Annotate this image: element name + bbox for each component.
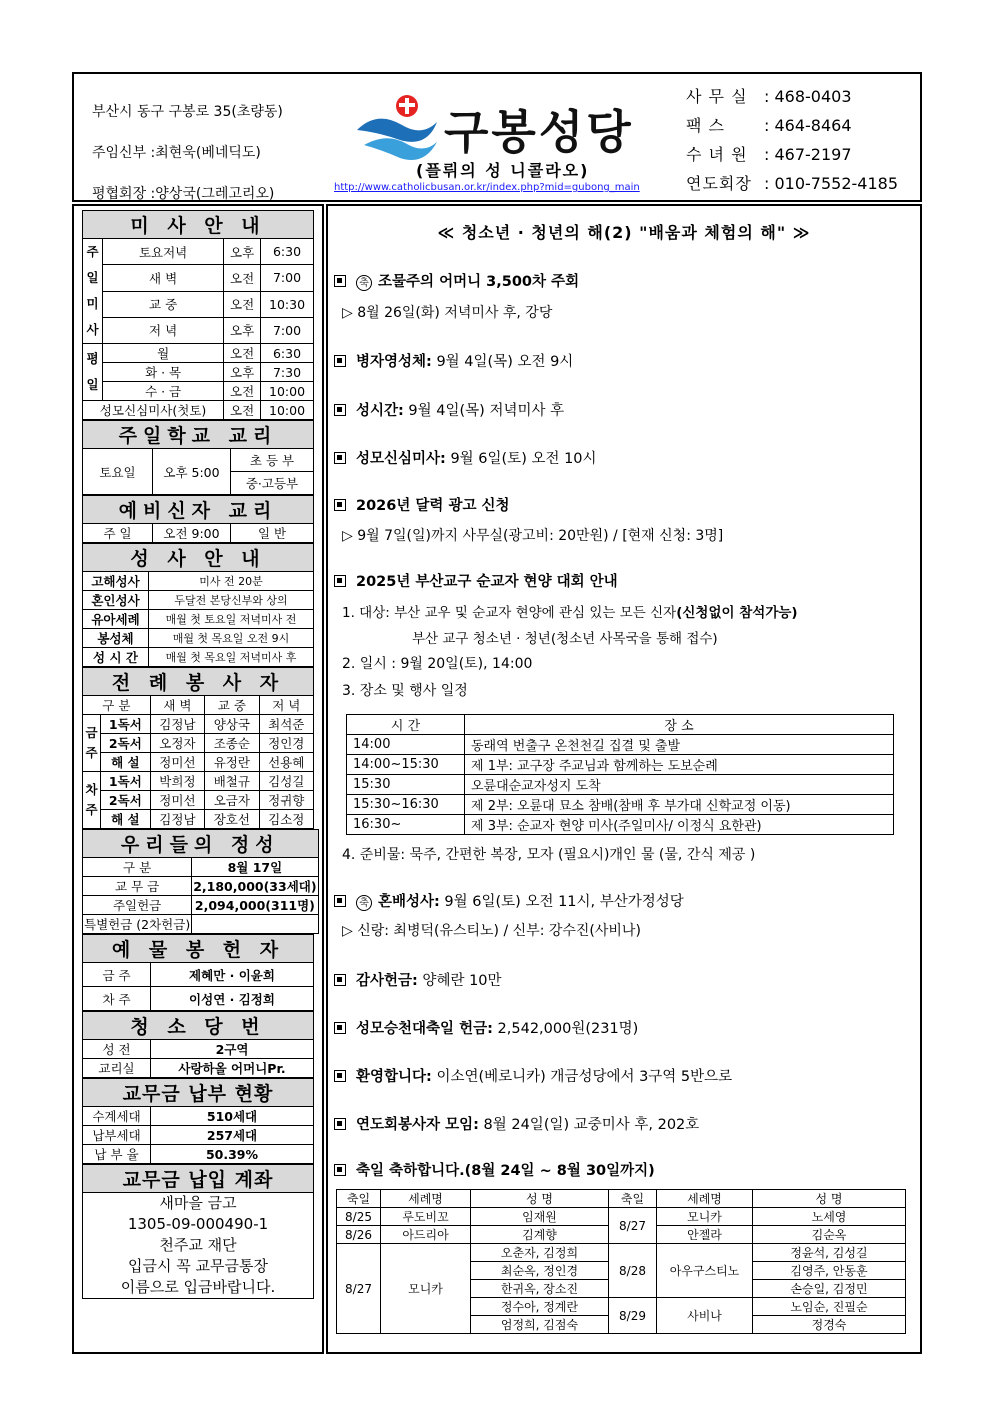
- server-role: 1독서: [101, 715, 151, 734]
- mass-time: 6:30: [261, 344, 314, 363]
- notice-calendar-detail: ▷ 9월 7일(일)까지 사무실(광고비: 20만원) / [현재 신청: 3명]: [342, 528, 724, 544]
- server-name: 김정남: [150, 715, 204, 734]
- server-role: 2독서: [101, 791, 151, 810]
- sunday-school-day: 토요일: [83, 449, 153, 495]
- notice-wedding-couple: ▷ 신랑: 최병덕(유스티노) / 신부: 강수진(사비나): [342, 923, 641, 939]
- feast-saint: 모니카: [657, 1208, 753, 1226]
- catechumen-table: [82, 495, 314, 543]
- donor-week: 금 주: [83, 963, 151, 987]
- feast-date: 8/27: [609, 1208, 657, 1244]
- servers-header: 저 녁: [259, 696, 313, 715]
- mass-name: 수 · 금: [103, 382, 224, 401]
- schedule-time: 16:30~: [347, 815, 465, 835]
- mass-time: 10:00: [261, 401, 314, 420]
- bullet-square-icon: [334, 974, 346, 986]
- bullet-square-icon: [334, 499, 346, 511]
- feast-date: 8/27: [337, 1244, 381, 1334]
- bullet-square-icon: [334, 355, 346, 367]
- mass-ampm: 오전: [224, 382, 261, 401]
- feast-date: 8/25: [337, 1208, 381, 1226]
- congrats-circle-icon: 축: [356, 895, 372, 911]
- mass-name: 토요저녁: [103, 239, 224, 265]
- special-offering-value: [192, 915, 318, 934]
- mass-name: 화 · 목: [103, 363, 224, 382]
- mass-time: 7:00: [261, 317, 314, 343]
- catechumen-day: 주 일: [83, 524, 153, 543]
- servers-title: 전 례 봉 사 자: [83, 668, 314, 696]
- server-name: 김정남: [150, 810, 204, 829]
- sidebar: [72, 204, 324, 1354]
- notice-wedding: 축 혼배성사: 9월 6일(토) 오전 11시, 부산가정성당: [334, 890, 684, 911]
- contact-fax: 팩 스 : 464-8464: [686, 116, 852, 135]
- server-name: 양상국: [205, 715, 259, 734]
- mass-time: 7:00: [261, 265, 314, 291]
- notice-feast-days: 축일 축하합니다.(8월 24일 ~ 8월 30일까지): [334, 1159, 655, 1180]
- donors-table: [82, 934, 314, 1011]
- dues-name: 수계세대: [83, 1107, 151, 1126]
- offering-name: 주일헌금: [83, 896, 192, 915]
- cleaning-place: 성 전: [83, 1040, 151, 1059]
- council-president: 평협회장 :양상국(그레고리오): [92, 186, 275, 202]
- schedule-place: 제 1부: 교구장 주교님과 함께하는 도보순례: [465, 755, 894, 775]
- parish-logo: [334, 82, 676, 200]
- feast-saint: 아드리아: [381, 1226, 471, 1244]
- sunday-mass-label: 주일미사: [83, 239, 103, 344]
- account-title: 교무금 납입 계좌: [83, 1165, 314, 1193]
- mass-schedule-table: [82, 210, 314, 420]
- servers-week: 차주: [83, 772, 101, 829]
- schedule-time: 14:00: [347, 735, 465, 755]
- mass-time: 10:30: [261, 291, 314, 317]
- bullet-square-icon: [334, 1118, 346, 1130]
- schedule-header: 시 간: [347, 715, 465, 735]
- cleaning-place: 교리실: [83, 1059, 151, 1078]
- feast-saint: 사비나: [657, 1298, 753, 1334]
- feast-names: 정윤석, 김성길: [753, 1244, 906, 1262]
- server-name: 김성길: [259, 772, 313, 791]
- feast-header: 세례명: [657, 1190, 753, 1208]
- bullet-square-icon: [334, 1164, 346, 1176]
- parish-info: [92, 92, 283, 215]
- offering-value: 2,094,000(311명): [192, 896, 318, 915]
- server-name: 장호선: [205, 810, 259, 829]
- cleaning-group: 2구역: [151, 1040, 314, 1059]
- sacraments-table: [82, 543, 314, 667]
- feast-names: 김영주, 안동훈: [753, 1262, 906, 1280]
- server-name: 최석준: [259, 715, 313, 734]
- sacrament-name: 유아세례: [83, 610, 149, 629]
- server-name: 선용혜: [259, 753, 313, 772]
- server-role: 2독서: [101, 734, 151, 753]
- address: 부산시 동구 구봉로 35(초량동): [92, 104, 283, 120]
- sunday-school-group: 초 등 부: [231, 449, 314, 472]
- martyr-supplies: 4. 준비물: 묵주, 간편한 복장, 모자 (필요시)개인 물 (물, 간식 제공 ): [342, 847, 756, 863]
- bullet-square-icon: [334, 1022, 346, 1034]
- mass-name: 월: [103, 344, 224, 363]
- sacrament-desc: 미사 전 20분: [149, 572, 314, 591]
- feast-names: 김계향: [471, 1226, 609, 1244]
- feast-names: 노임순, 진필순: [753, 1298, 906, 1316]
- account-note: 이름으로 입금바랍니다.: [120, 1278, 276, 1296]
- notice-holy-hour: 성시간: 9월 4일(목) 저녁미사 후: [334, 399, 564, 420]
- catechumen-title: 예비신자 교리: [83, 496, 314, 524]
- martyr-target-youth: 부산 교구 청소년 · 청년(청소년 사목국을 통해 접수): [412, 631, 718, 647]
- server-role: 해 설: [101, 810, 151, 829]
- feast-date: 8/28: [609, 1244, 657, 1298]
- notice-calendar-ad: 2026년 달력 광고 신청: [334, 494, 510, 515]
- feast-date: 8/29: [609, 1298, 657, 1334]
- feast-names: 정수아, 정계란: [471, 1298, 609, 1316]
- schedule-place: 오륜대순교자성지 도착: [465, 775, 894, 795]
- schedule-place: 동래역 번출구 온천천길 집결 및 출발: [465, 735, 894, 755]
- contact-office: 사 무 실 : 468-0403: [686, 87, 852, 106]
- feast-names: 최순옥, 정인경: [471, 1262, 609, 1280]
- mass-ampm: 오전: [224, 344, 261, 363]
- bullet-square-icon: [334, 575, 346, 587]
- bullet-square-icon: [334, 895, 346, 907]
- feast-header: 축일: [609, 1190, 657, 1208]
- special-offering-label: 특별헌금 (2차헌금): [83, 915, 192, 934]
- contact-yeondo: 연도회장 : 010-7552-4185: [686, 174, 898, 193]
- notice-sick-communion: 병자영성체: 9월 4일(목) 오전 9시: [334, 350, 573, 371]
- feast-names: 한귀옥, 장소진: [471, 1280, 609, 1298]
- donor-names: 이성연 · 김정희: [151, 987, 314, 1011]
- sunday-school-time: 오후 5:00: [153, 449, 231, 495]
- schedule-header: 장 소: [465, 715, 894, 735]
- website-link[interactable]: http://www.catholicbusan.or.kr/index.php?mid=gubong_main: [334, 182, 640, 193]
- contact-convent: 수 녀 원 : 467-2197: [686, 145, 852, 164]
- mass-time: 10:00: [261, 382, 314, 401]
- parish-name: 구봉성당: [444, 105, 634, 159]
- header: [72, 72, 922, 202]
- patron-saint: (플뤼의 성 니콜라오): [416, 161, 590, 180]
- server-name: 정미선: [150, 791, 204, 810]
- feast-saint: 루도비꼬: [381, 1208, 471, 1226]
- servers-week: 금주: [83, 715, 101, 772]
- dues-value: 50.39%: [151, 1145, 314, 1164]
- offerings-header: 구 분: [83, 858, 192, 877]
- pastor: 주임신부 :최현욱(베네딕도): [92, 145, 261, 161]
- sunday-school-title: 주일학교 교리: [83, 421, 314, 449]
- martyr-target: 1. 대상: 부산 교우 및 순교자 현양에 관심 있는 모든 신자(신청없이 참석가능): [342, 605, 798, 621]
- sacrament-desc: 매월 첫 목요일 저녁미사 후: [149, 648, 314, 667]
- sacrament-name: 성 시 간: [83, 648, 149, 667]
- feast-saint: 모니카: [381, 1244, 471, 1334]
- feast-saint: 아우구스티노: [657, 1244, 753, 1298]
- schedule-time: 15:30: [347, 775, 465, 795]
- account-bank: 새마을 금고: [159, 1194, 237, 1212]
- sacrament-desc: 매월 첫 토요일 저녁미사 전: [149, 610, 314, 629]
- servers-header: 새 벽: [150, 696, 204, 715]
- contact-list: [686, 82, 898, 198]
- feast-saint: 안젤라: [657, 1226, 753, 1244]
- mass-ampm: 오전: [224, 291, 261, 317]
- offering-value: 2,180,000(33세대): [192, 877, 318, 896]
- sacrament-name: 봉성체: [83, 629, 149, 648]
- cleaning-title: 청 소 당 번: [83, 1012, 314, 1040]
- offerings-date: 8월 17일: [192, 858, 318, 877]
- martyr-schedule-label: 3. 장소 및 행사 일정: [342, 683, 468, 699]
- offering-name: 교 무 금: [83, 877, 192, 896]
- sunday-school-table: [82, 420, 314, 495]
- catechumen-time: 오전 9:00: [153, 524, 231, 543]
- offerings-title: 우리들의 정성: [83, 830, 319, 858]
- dues-name: 납 부 율: [83, 1145, 151, 1164]
- donors-title: 예 물 봉 헌 자: [83, 935, 314, 963]
- server-name: 정귀향: [259, 791, 313, 810]
- servers-header: 구 분: [83, 696, 151, 715]
- feast-names: 엄정희, 김점숙: [471, 1316, 609, 1334]
- sacrament-desc: 두달전 본당신부와 상의: [149, 591, 314, 610]
- mass-ampm: 오전: [224, 401, 261, 420]
- feast-days-table: [336, 1189, 906, 1334]
- server-name: 조종순: [205, 734, 259, 753]
- server-name: 오금자: [205, 791, 259, 810]
- notice-assumption-offering: 성모승천대축일 헌금: 2,542,000원(231명): [334, 1017, 638, 1038]
- server-role: 해 설: [101, 753, 151, 772]
- congrats-circle-icon: 축: [356, 275, 372, 291]
- schedule-time: 14:00~15:30: [347, 755, 465, 775]
- sacrament-desc: 매월 첫 목요일 오전 9시: [149, 629, 314, 648]
- main-content: [326, 204, 922, 1354]
- catechumen-group: 일 반: [231, 524, 314, 543]
- schedule-time: 15:30~16:30: [347, 795, 465, 815]
- server-name: 박희정: [150, 772, 204, 791]
- mass-name: 새 벽: [103, 265, 224, 291]
- mass-title: 미 사 안 내: [83, 211, 314, 239]
- special-mass-name: 성모신심미사(첫토): [83, 401, 224, 420]
- server-name: 오정자: [150, 734, 204, 753]
- account-table: [82, 1164, 314, 1299]
- servers-header: 교 중: [205, 696, 259, 715]
- notice-pilgrimage: 축 조물주의 어머니 3,500차 주회: [334, 270, 579, 291]
- martyr-datetime: 2. 일시 : 9월 20일(토), 14:00: [342, 656, 533, 672]
- feast-names: 오춘자, 김정희: [471, 1244, 609, 1262]
- feast-header: 축일: [337, 1190, 381, 1208]
- server-name: 정인경: [259, 734, 313, 753]
- feast-names: 임재원: [471, 1208, 609, 1226]
- weekday-mass-label: 평일: [83, 344, 103, 401]
- bullet-square-icon: [334, 275, 346, 287]
- schedule-place: 제 2부: 오륜대 묘소 참배(참배 후 부가대 신학교정 이동): [465, 795, 894, 815]
- cleaning-group: 사랑하올 어머니Pr.: [151, 1059, 314, 1078]
- bullet-square-icon: [334, 404, 346, 416]
- feast-names: 손승일, 김정민: [753, 1280, 906, 1298]
- dues-status-table: [82, 1078, 314, 1164]
- dues-value: 510세대: [151, 1107, 314, 1126]
- mass-ampm: 오후: [224, 239, 261, 265]
- sacraments-title: 성 사 안 내: [83, 544, 314, 572]
- server-name: 유정란: [205, 753, 259, 772]
- mass-ampm: 오전: [224, 265, 261, 291]
- notice-welcome: 환영합니다: 이소연(베로니카) 개금성당에서 3구역 5반으로: [334, 1065, 732, 1086]
- year-theme-title: ≪ 청소년 · 청년의 해(2) "배움과 체험의 해" ≫: [437, 223, 811, 242]
- mass-time: 7:30: [261, 363, 314, 382]
- account-info: [83, 1193, 314, 1299]
- feast-names: 정경숙: [753, 1316, 906, 1334]
- account-note: 입금시 꼭 교무금통장: [128, 1257, 268, 1275]
- server-name: 김소정: [259, 810, 313, 829]
- liturgy-servers-table: [82, 667, 314, 829]
- sacrament-name: 혼인성사: [83, 591, 149, 610]
- dues-name: 납부세대: [83, 1126, 151, 1145]
- notice-martyr-event: 2025년 부산교구 순교자 현양 대회 안내: [334, 570, 618, 591]
- notice-thanks-offering: 감사헌금: 양혜란 10만: [334, 969, 502, 990]
- sunday-school-group: 중·고등부: [231, 472, 314, 495]
- server-name: 정미선: [150, 753, 204, 772]
- account-number: 1305-09-000490-1: [127, 1215, 269, 1233]
- notice-marian-mass: 성모신심미사: 9월 6일(토) 오전 10시: [334, 447, 597, 468]
- dues-value: 257세대: [151, 1126, 314, 1145]
- dues-status-title: 교무금 납부 현황: [83, 1079, 314, 1107]
- donor-week: 차 주: [83, 987, 151, 1011]
- mass-ampm: 오후: [224, 317, 261, 343]
- martyr-schedule-table: [346, 714, 894, 835]
- bullet-square-icon: [334, 1070, 346, 1082]
- cleaning-table: [82, 1011, 314, 1078]
- feast-header: 성 명: [471, 1190, 609, 1208]
- notice-pilgrimage-detail: ▷ 8월 26일(화) 저녁미사 후, 강당: [342, 305, 553, 321]
- mass-ampm: 오후: [224, 363, 261, 382]
- server-name: 배철규: [205, 772, 259, 791]
- offerings-table: [82, 829, 319, 934]
- feast-date: 8/26: [337, 1226, 381, 1244]
- mass-name: 저 녁: [103, 317, 224, 343]
- notice-volunteers-meeting: 연도회봉사자 모임: 8월 24일(일) 교중미사 후, 202호: [334, 1113, 699, 1134]
- bullet-square-icon: [334, 452, 346, 464]
- server-role: 1독서: [101, 772, 151, 791]
- account-holder: 천주교 재단: [159, 1236, 237, 1254]
- mass-name: 교 중: [103, 291, 224, 317]
- feast-header: 성 명: [753, 1190, 906, 1208]
- donor-names: 제혜만 · 이윤희: [151, 963, 314, 987]
- feast-names: 김순옥: [753, 1226, 906, 1244]
- sacrament-name: 고해성사: [83, 572, 149, 591]
- feast-header: 세례명: [381, 1190, 471, 1208]
- feast-names: 노세영: [753, 1208, 906, 1226]
- schedule-place: 제 3부: 순교자 현양 미사(주일미사/ 이정식 요한관): [465, 815, 894, 835]
- mass-time: 6:30: [261, 239, 314, 265]
